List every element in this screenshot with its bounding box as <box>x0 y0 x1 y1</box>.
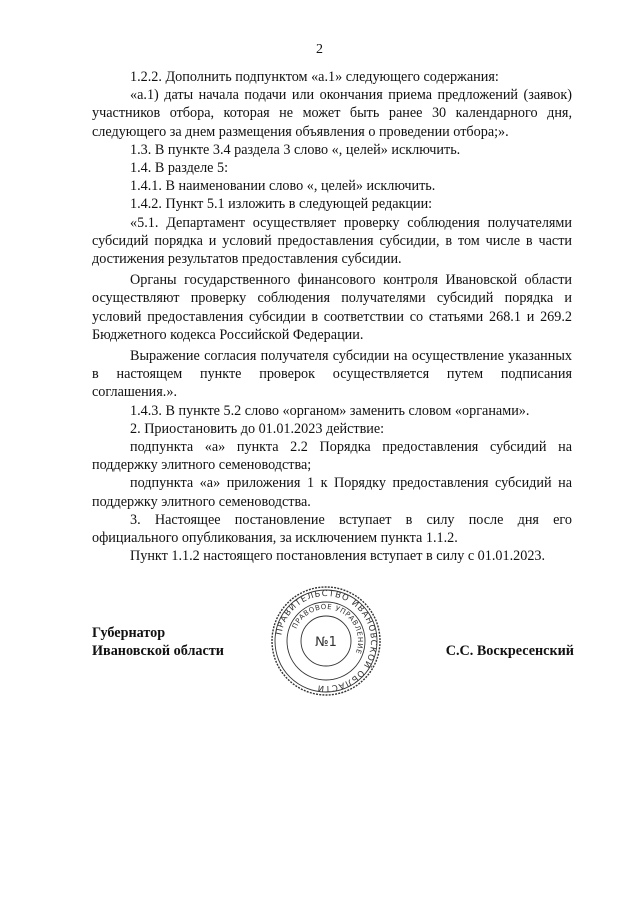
paragraph: 1.4.2. Пункт 5.1 изложить в следующей редакции: <box>130 196 433 213</box>
paragraph: 2. Приостановить до 01.01.2023 действие: <box>130 420 385 437</box>
signer-title-line: Ивановской области <box>92 643 224 660</box>
paragraph: 1.4.3. В пункте 5.2 слово «органом» заменить словом «органами». <box>130 402 530 419</box>
paragraph: 1.4.1. В наименовании слово «, целей» исключить. <box>130 178 436 195</box>
page-number: 2 <box>316 42 323 57</box>
seal-center-number: №1 <box>315 635 337 650</box>
paragraph: подпункта «а» пункта 2.2 Порядка предоставления субсидий на поддержку элитного семеноводства; <box>92 439 572 474</box>
seal-inner-text: ПРАВОВОЕ УПРАВЛЕНИЕ <box>290 602 365 656</box>
signer-title <box>92 624 224 660</box>
document-body <box>92 68 572 565</box>
paragraph: 1.3. В пункте 3.4 раздела 3 слово «, целей» исключить. <box>130 141 461 158</box>
paragraph: Пункт 1.1.2 настоящего постановления вступает в силу с 01.01.2023. <box>130 548 546 565</box>
signer-title-line: Губернатор <box>92 625 166 641</box>
signer-name: С.С. Воскресенский <box>445 643 574 659</box>
paragraph: «а.1) даты начала подачи или окончания приема предложений (заявок) участников отбора, которая не может быть ранее 30 календарного дня, следующего за днем размещения объявления о проведении отбора;». <box>92 87 572 140</box>
official-seal <box>270 585 382 697</box>
paragraph: подпункта «а» приложения 1 к Порядку предоставления субсидий на поддержку элитного семеноводства. <box>92 475 572 510</box>
paragraph: 3. Настоящее постановление вступает в силу после дня его официального опубликования, за исключением пункта 1.1.2. <box>92 511 572 547</box>
paragraph: «5.1. Департамент осуществляет проверку соблюдения получателями субсидий порядка и условий предоставления субсидии, в том числе в части достижения результатов предоставления субсидии. <box>92 214 572 268</box>
paragraph: Выражение согласия получателя субсидии на осуществление указанных в настоящем пункте проверок осуществляется путем подписания соглашения.». <box>92 348 572 401</box>
paragraph: 1.2.2. Дополнить подпунктом «а.1» следующего содержания: <box>130 69 499 85</box>
paragraph: 1.4. В разделе 5: <box>130 160 229 177</box>
seal-outer-text: ПРАВИТЕЛЬСТВО ИВАНОВСКОЙ ОБЛАСТИ <box>273 587 380 695</box>
paragraph: Органы государственного финансового контроля Ивановской области осуществляют проверку соблюдения получателями субсидий порядка и условий предоставления субсидии в соответствии со статьями 268.1 и 269.2 Бюджетного кодекса Российской Федерации. <box>92 272 572 343</box>
